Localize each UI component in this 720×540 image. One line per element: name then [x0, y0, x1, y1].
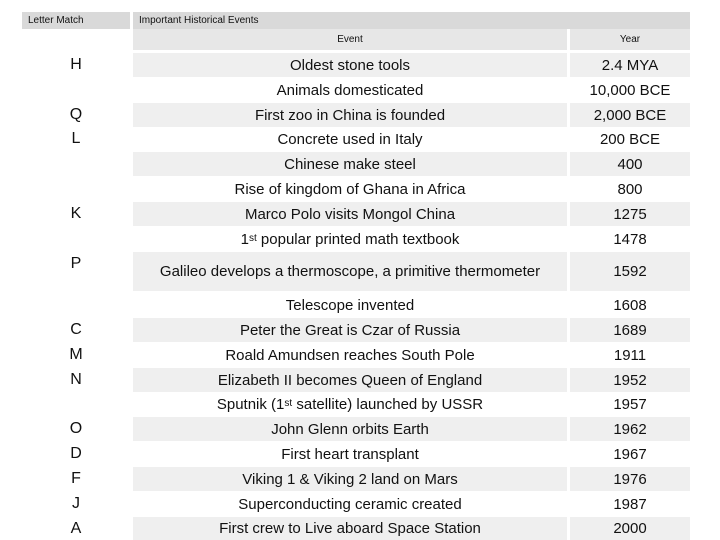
year-cell: 2000 [570, 517, 690, 540]
event-cell: Oldest stone tools [133, 53, 567, 77]
event-cell: Galileo develops a thermoscope, a primitive thermometer [133, 252, 567, 291]
year-cell: 10,000 BCE [589, 81, 671, 99]
event-cell: Roald Amundsen reaches South Pole [225, 346, 475, 364]
letter-cell: O [69, 420, 83, 437]
year-cell: 1957 [613, 395, 647, 413]
table-row [133, 442, 690, 466]
year-cell: 1962 [570, 417, 690, 441]
event-column-header: Event [133, 29, 567, 50]
event-cell: Sputnik (1 st satellite) launched by USSR [216, 395, 484, 413]
year-cell: 1967 [613, 445, 647, 463]
table-row [133, 467, 690, 491]
table-row [133, 78, 690, 102]
letter-cell: L [71, 130, 81, 147]
table-row [133, 293, 690, 317]
event-cell: First zoo in China is founded [133, 103, 567, 127]
year-cell: 1478 [613, 230, 647, 248]
table-row [133, 202, 690, 226]
table-row [133, 318, 690, 342]
letter-cell [22, 293, 130, 317]
events-table-title: Important Historical Events [133, 12, 690, 29]
year-cell: 1952 [570, 368, 690, 392]
table-row [133, 368, 690, 392]
event-cell: Superconducting ceramic created [238, 495, 462, 513]
event-cell: Marco Polo visits Mongol China [133, 202, 567, 226]
table-row [133, 492, 690, 516]
letter-cell: D [70, 445, 82, 462]
letter-cell [22, 78, 130, 102]
year-column-header: Year [570, 29, 690, 50]
event-text-post: popular printed math textbook [256, 230, 460, 248]
event-cell: John Glenn orbits Earth [133, 417, 567, 441]
event-cell: Peter the Great is Czar of Russia [133, 318, 567, 342]
event-text-pre: Sputnik (1 [216, 395, 285, 413]
table-row [133, 103, 690, 127]
letter-cell: F [71, 470, 81, 487]
year-cell: 2.4 MYA [570, 53, 690, 77]
year-cell: 1987 [613, 495, 647, 513]
letter-cell: N [70, 371, 82, 388]
table-row [133, 343, 690, 367]
table-row [133, 177, 690, 201]
event-text-post: satellite) launched by USSR [292, 395, 484, 413]
letter-cell [22, 227, 130, 251]
table-row [133, 53, 690, 77]
table-row [133, 227, 690, 251]
event-cell: First crew to Live aboard Space Station [133, 517, 567, 540]
year-cell: 400 [570, 152, 690, 176]
letter-cell: Q [69, 106, 83, 123]
year-cell: 800 [617, 180, 643, 198]
event-cell: Chinese make steel [133, 152, 567, 176]
letter-cell [22, 152, 130, 176]
event-cell: First heart transplant [281, 445, 419, 463]
table-row [133, 127, 690, 151]
letter-cell: H [70, 56, 82, 73]
year-cell: 1275 [570, 202, 690, 226]
letter-cell: A [70, 519, 82, 537]
table-row [133, 152, 690, 176]
table-row [133, 417, 690, 441]
table-row [133, 517, 690, 540]
letter-cell: M [69, 346, 83, 363]
year-cell: 1976 [570, 467, 690, 491]
year-cell: 2,000 BCE [570, 103, 690, 127]
table-row [133, 252, 690, 291]
event-cell: Concrete used in Italy [277, 130, 423, 148]
letter-cell: C [70, 321, 82, 338]
year-cell: 1592 [570, 252, 690, 291]
event-text-pre: 1 [240, 230, 249, 248]
event-cell: Animals domesticated [276, 81, 424, 99]
event-cell: Elizabeth II becomes Queen of England [133, 368, 567, 392]
letter-cell: K [70, 205, 82, 222]
table-row [133, 392, 690, 416]
letter-cell: J [72, 495, 80, 512]
year-cell: 1689 [570, 318, 690, 342]
letter-cell: P [70, 255, 82, 272]
event-cell: Telescope invented [285, 296, 415, 314]
event-cell: 1 st popular printed math textbook [240, 230, 460, 248]
year-cell: 1608 [613, 296, 647, 314]
event-cell: Rise of kingdom of Ghana in Africa [234, 180, 466, 198]
event-cell: Viking 1 & Viking 2 land on Mars [133, 467, 567, 491]
letter-cell [22, 392, 130, 416]
year-cell: 1911 [613, 346, 647, 364]
letter-cell [22, 177, 130, 201]
letter-match-header: Letter Match [22, 12, 130, 29]
year-cell: 200 BCE [599, 130, 661, 148]
